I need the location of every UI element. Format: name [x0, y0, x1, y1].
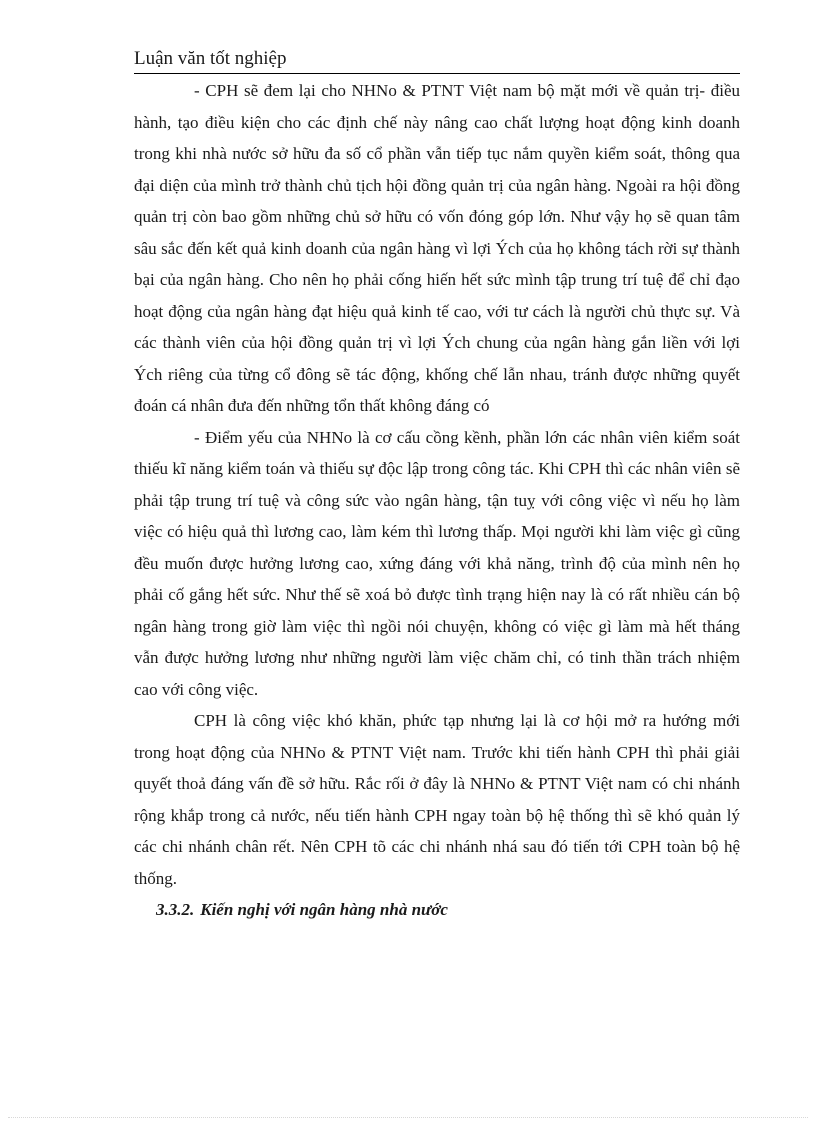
- page-bottom-divider: [8, 1117, 808, 1118]
- paragraph-cph-benefits: - CPH sẽ đem lại cho NHNo & PTNT Việt nam bộ mặt mới về quản trị- điều hành, tạo điều kiện cho các định chế này nâng cao chất lượng hoạt động kinh doanh trong khi nhà nước sở hữu đa số cổ phần vẫn tiếp tục nắm quyền kiểm soát, thông qua đại diện của mình trở thành chủ tịch hội đồng quản trị của ngân hàng. Ngoài ra hội đồng quản trị còn bao gồm những chủ sở hữu có vốn đóng góp lớn. Như vậy họ sẽ quan tâm sâu sắc đến kết quả kinh doanh của ngân hàng vì lợi Ých của họ không tách rời sự thành bại của ngân hàng. Cho nên họ phải cống hiến hết sức mình tập trung trí tuệ để chỉ đạo hoạt động của ngân hàng đạt hiệu quả kinh tế cao, với tư cách là người chủ thực sự. Và các thành viên của hội đồng quản trị vì lợi Ých chung của ngân hàng gắn liền với lợi Ých riêng của từng cổ đông sẽ tác động, khống chế lẫn nhau, tránh được những quyết đoán cá nhân đưa đến những tổn thất không đáng có: [134, 81, 740, 415]
- paragraph-cph-challenges: CPH là công việc khó khăn, phức tạp nhưng lại là cơ hội mở ra hướng mới trong hoạt động của NHNo & PTNT Việt nam. Trước khi tiến hành CPH thì phải giải quyết thoả đáng vấn đề sở hữu. Rắc rối ở đây là NHNo & PTNT Việt nam có chi nhánh rộng khắp trong cả nước, nếu tiến hành CPH ngay toàn bộ hệ thống thì sẽ khó quản lý các chi nhánh chân rết. Nên CPH tõ các chi nhánh nhá sau đó tiến tới CPH toàn bộ hệ thống.: [134, 711, 740, 888]
- header-title: Luận văn tốt nghiệp: [134, 48, 287, 69]
- section-number: 3.3.2.: [156, 900, 195, 919]
- section-heading: [156, 894, 740, 926]
- section-title: Kiến nghị với ngân hàng nhà nước: [200, 900, 448, 919]
- page-header: [134, 46, 740, 74]
- document-body: [134, 75, 740, 926]
- paragraph-weaknesses: - Điểm yếu của NHNo là cơ cấu cồng kềnh, phần lớn các nhân viên kiểm soát thiếu kĩ năng kiểm toán và thiếu sự độc lập trong công tác. Khi CPH thì các nhân viên sẽ phải tập trung trí tuệ và công sức vào ngân hàng, tận tuỵ với công việc vì nếu họ làm việc có hiệu quả thì lương cao, làm kém thì lương thấp. Mọi người khi làm việc gì cũng đều muốn được hưởng lương cao, xứng đáng với khả năng, trình độ của mình nên họ phải cố gắng hết sức. Như thế sẽ xoá bỏ được tình trạng hiện nay là có rất nhiều cán bộ ngân hàng trong giờ làm việc thì ngồi nói chuyện, không có việc gì làm mà hết tháng vẫn được hưởng lương như những người làm việc chăm chỉ, có tinh thần trách nhiệm cao với công việc.: [134, 427, 740, 699]
